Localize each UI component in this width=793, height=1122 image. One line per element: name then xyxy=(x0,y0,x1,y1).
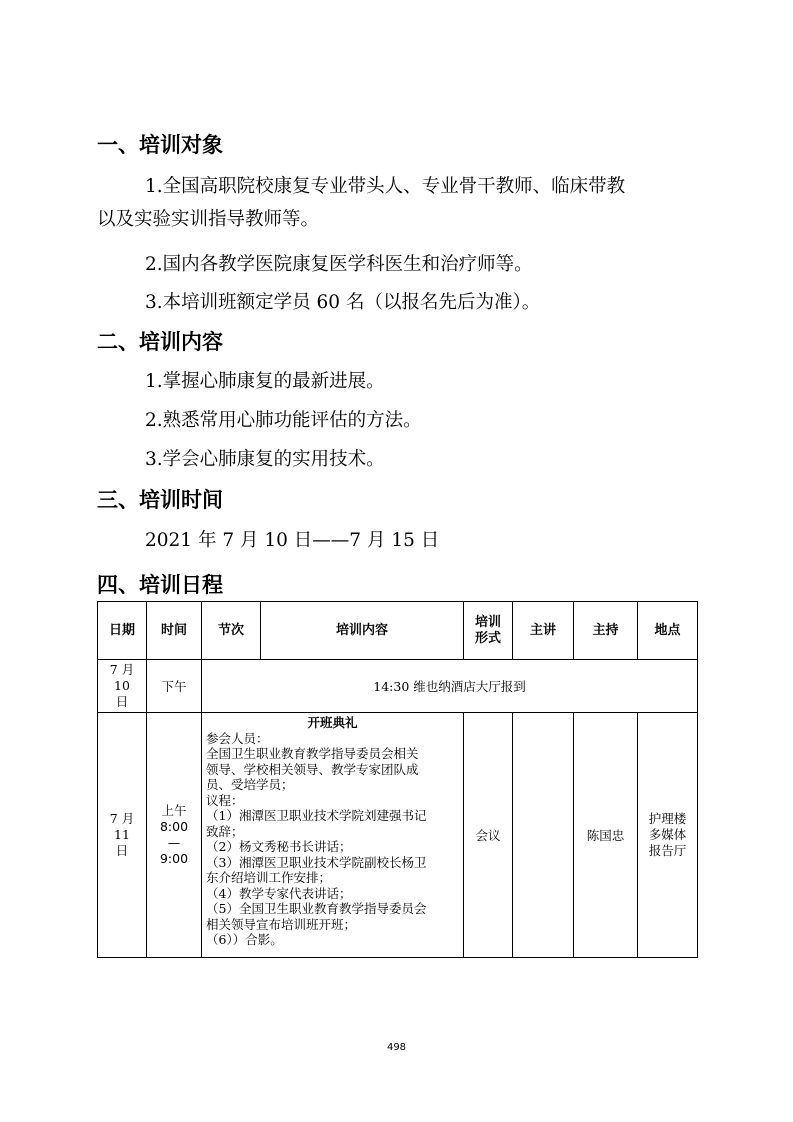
content-line: 东介绍培训工作安排； xyxy=(206,870,332,885)
cell-time: 上午 8:00 — 9:00 xyxy=(147,713,202,958)
content-line: （6））合影。 xyxy=(206,932,283,947)
paragraph: 3.本培训班额定学员 60 名（以报名先后为准）。 xyxy=(145,292,541,313)
cell-content xyxy=(202,713,464,958)
content-title: 开班典礼 xyxy=(307,715,358,730)
header-session: 节次 xyxy=(202,602,261,660)
header-form: 培训形式 xyxy=(464,602,513,660)
content-line: （1）湘潭医卫职业技术学院刘建强书记 xyxy=(206,808,427,823)
schedule-table xyxy=(97,601,698,958)
heading-schedule: 四、培训日程 xyxy=(97,573,223,597)
content-line: （3）湘潭医卫职业技术学院副校长杨卫 xyxy=(206,854,427,870)
header-content: 培训内容 xyxy=(261,602,464,660)
content-line: 议程： xyxy=(206,792,244,808)
cell-host: 陈国忠 xyxy=(574,713,638,958)
cell-content: 14:30 维也纳酒店大厅报到 xyxy=(202,660,698,713)
cell-date: 7 月 10 日 xyxy=(98,660,147,713)
content-line: 参会人员： xyxy=(206,730,269,746)
content-line: 相关领导宣布培训班开班； xyxy=(206,916,357,932)
paragraph: 2021 年 7 月 10 日——7 月 15 日 xyxy=(145,530,440,551)
cell-date: 7 月 11 日 xyxy=(98,713,147,958)
content-line: （5）全国卫生职业教育教学指导委员会 xyxy=(206,901,427,916)
paragraph: 以及实验实训指导教师等。 xyxy=(97,209,320,230)
header-time: 时间 xyxy=(147,602,202,660)
page-number: 498 xyxy=(386,1042,407,1053)
cell-time: 下午 xyxy=(147,660,202,713)
heading-content: 二、培训内容 xyxy=(97,330,223,354)
paragraph: 3.学会心肺康复的实用技术。 xyxy=(145,449,385,470)
content-line: 领导、学校相关领导、教学专家团队成 xyxy=(206,761,419,777)
header-location: 地点 xyxy=(638,602,698,660)
cell-form: 会议 xyxy=(464,713,513,958)
paragraph: 1.掌握心肺康复的最新进展。 xyxy=(145,371,385,392)
content-line: 员、受培学员； xyxy=(206,777,294,792)
paragraph: 1.全国高职院校康复专业带头人、专业骨干教师、临床带教 xyxy=(145,176,626,197)
table-row xyxy=(98,713,698,958)
content-line: 致辞； xyxy=(206,823,244,839)
table-row xyxy=(98,660,698,713)
content-lines xyxy=(206,731,459,948)
header-speaker: 主讲 xyxy=(513,602,574,660)
table-header-row xyxy=(98,602,698,660)
heading-trainees: 一、培训对象 xyxy=(97,133,223,157)
paragraph: 2.熟悉常用心肺功能评估的方法。 xyxy=(145,410,422,431)
header-host: 主持 xyxy=(574,602,638,660)
content-line: （4）教学专家代表讲话； xyxy=(206,885,352,901)
cell-speaker xyxy=(513,713,574,958)
cell-location: 护理楼 多媒体 报告厅 xyxy=(638,713,698,958)
paragraph: 2.国内各教学医院康复医学科医生和治疗师等。 xyxy=(145,254,533,275)
content-line: （2）杨文秀秘书长讲话； xyxy=(206,839,352,854)
content-line: 全国卫生职业教育教学指导委员会相关 xyxy=(206,746,419,761)
heading-time: 三、培训时间 xyxy=(97,488,223,512)
header-date: 日期 xyxy=(98,602,147,660)
